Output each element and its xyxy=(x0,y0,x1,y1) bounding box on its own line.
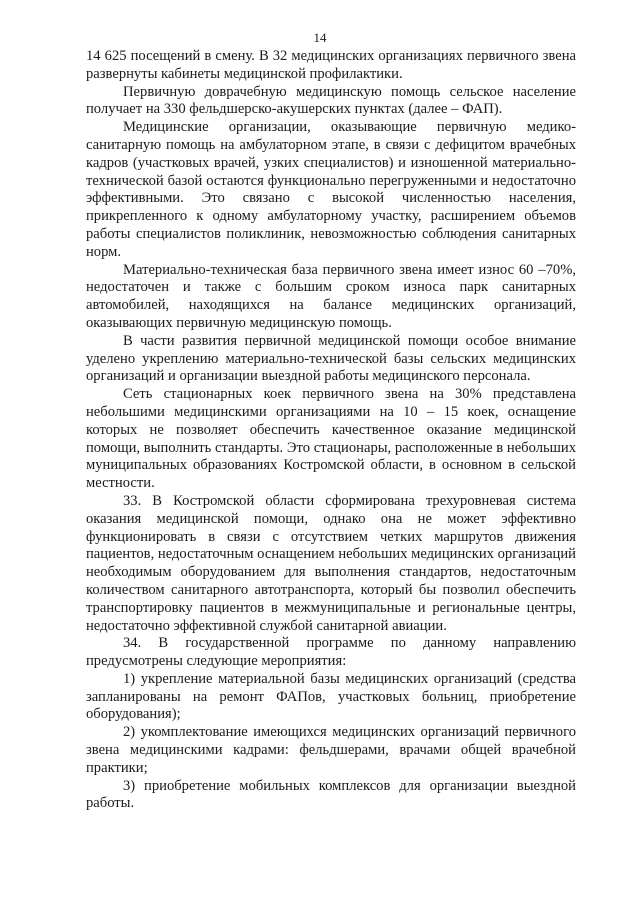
paragraph-34: 34. В государственной программе по данному направлению предусмотрены следующие мероприятия: xyxy=(86,635,576,670)
paragraph-material-base: Материально-техническая база первичного звена имеет износ 60 –70%, недостаточен и также с большим сроком износа парк санитарных автомобилей, находящихся на балансе медицинских организаций, оказывающих первичную медицинскую помощь. xyxy=(86,261,576,331)
list-item-2: 2) укомплектование имеющихся медицинских организаций первичного звена медицинскими кадрами: фельдшерами, врачами общей врачебной практики; xyxy=(86,724,576,776)
list-item-1: 1) укрепление материальной базы медицинских организаций (средства запланированы на ремонт ФАПов, участковых больниц, приобретение оборудования); xyxy=(86,670,576,723)
page-number: 14 xyxy=(313,30,327,45)
paragraph-fap: Первичную доврачебную медицинскую помощь сельское население получает на 330 фельдшерско-акушерских пунктах (далее – ФАП). xyxy=(86,83,576,118)
paragraph-beds: Сеть стационарных коек первичного звена на 30% представлена небольшими медицинскими организациями на 10 – 15 коек, оснащение которых не позволяет обеспечить качественное оказание медицинской помощи, выполнить стандарты. Это стационары, расположенные в небольших муниципальных образованиях Костромской области, в основном в сельской местности. xyxy=(86,386,576,492)
list-item-3: 3) приобретение мобильных комплексов для организации выездной работы. xyxy=(86,777,576,812)
document-body xyxy=(86,48,576,813)
paragraph-medical-organizations: Медицинские организации, оказывающие первичную медико-санитарную помощь на амбулаторном этапе, в связи с дефицитом врачебных кадров (участковых врачей, узких специалистов) и изношенной материально-технической базой остаются функционально перегруженными и недостаточно эффективными. Это связано с высокой численностью населения, прикрепленного к одному амбулаторному участку, расширением объемов работы специалистов поликлиник, невозможностью соблюдения санитарных норм. xyxy=(86,119,576,260)
paragraph-33: 33. В Костромской области сформирована трехуровневая система оказания медицинской помощи, однако она не может эффективно функционировать в связи с отсутствием четких маршрутов движения пациентов, недостаточным оснащением небольших медицинских организаций необходимым оборудованием для выполнения стандартов, недостаточным количеством санитарного автотранспорта, который бы позволил обеспечить транспортировку пациентов в межмуниципальные и региональные центры, недостаточно эффективной службой санитарной авиации. xyxy=(86,492,576,634)
paragraph-development: В части развития первичной медицинской помощи особое внимание уделено укреплению материально-технической базы сельских медицинских организаций и организации выездной работы медицинского персонала. xyxy=(86,332,576,385)
paragraph-continuation: 14 625 посещений в смену. В 32 медицинских организациях первичного звена развернуты кабинеты медицинской профилактики. xyxy=(86,48,576,82)
